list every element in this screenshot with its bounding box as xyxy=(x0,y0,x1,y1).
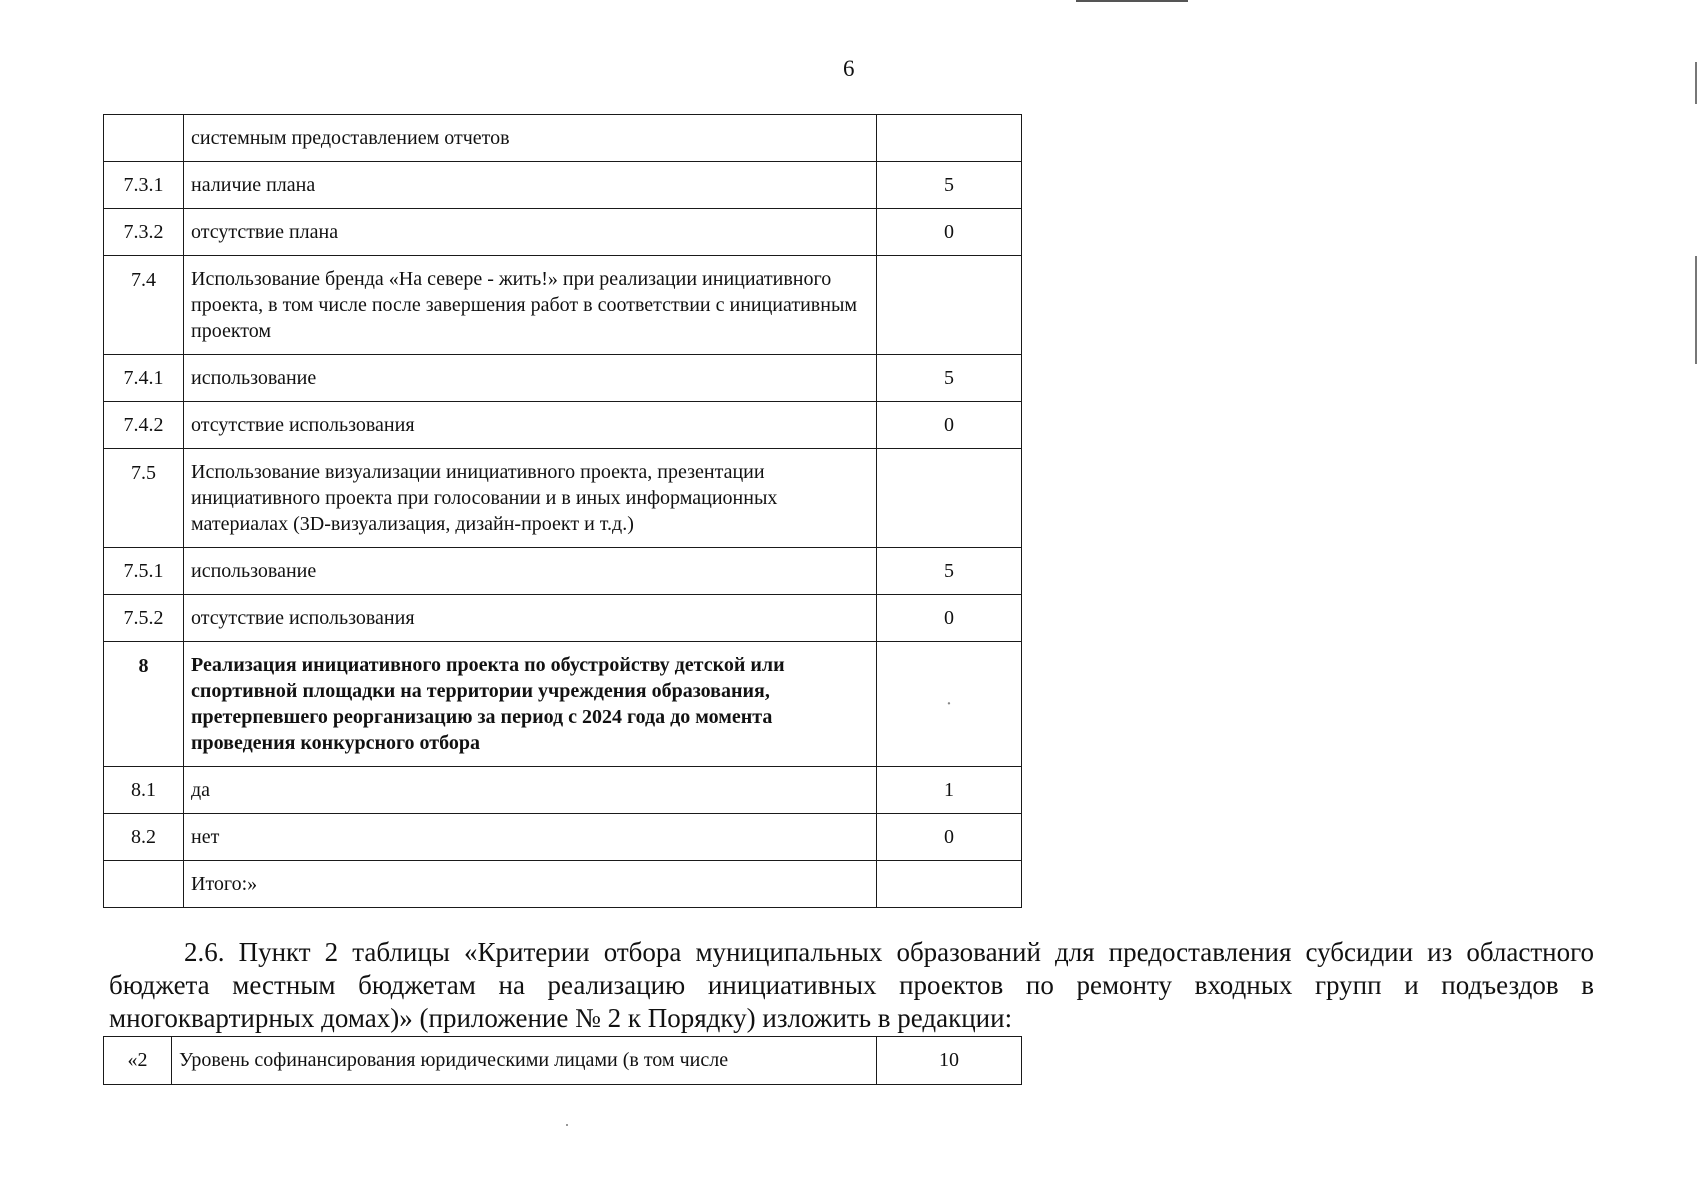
row-score: 0 xyxy=(877,209,1022,256)
row-text: Уровень софинансирования юридическими лицами (в том числе xyxy=(172,1037,877,1085)
row-number xyxy=(104,115,184,162)
table-row xyxy=(104,449,1022,548)
row-number: «2 xyxy=(104,1037,172,1085)
row-number: 7.5.1 xyxy=(104,548,184,595)
table-row xyxy=(104,595,1022,642)
row-text: Реализация инициативного проекта по обустройству детской или спортивной площадки на территории учреждения образования, претерпевшего реорганизацию за период с 2024 года до момента проведения конкурсного отбора xyxy=(184,642,877,767)
row-score: 0 xyxy=(877,402,1022,449)
table-row xyxy=(104,814,1022,861)
table-row xyxy=(104,767,1022,814)
row-number: 7.5.2 xyxy=(104,595,184,642)
row-text: да xyxy=(184,767,877,814)
row-number: 7.5 xyxy=(104,449,184,548)
scan-edge-mark xyxy=(1695,62,1697,104)
row-number xyxy=(104,861,184,908)
scan-speck xyxy=(566,1124,568,1126)
table-row xyxy=(104,1037,1022,1085)
row-score xyxy=(877,115,1022,162)
row-score: 0 xyxy=(877,814,1022,861)
criteria-table-2 xyxy=(103,1036,1022,1085)
row-number: 7.3.2 xyxy=(104,209,184,256)
table-row xyxy=(104,355,1022,402)
row-score: 1 xyxy=(877,767,1022,814)
row-text: системным предоставлением отчетов xyxy=(184,115,877,162)
criteria-table xyxy=(103,114,1022,908)
row-number: 8 xyxy=(104,642,184,767)
scan-edge-mark xyxy=(1695,256,1697,364)
row-score xyxy=(877,256,1022,355)
row-text: использование xyxy=(184,548,877,595)
row-text: нет xyxy=(184,814,877,861)
row-text: Итого:» xyxy=(184,861,877,908)
row-score: 10 xyxy=(877,1037,1022,1085)
row-score xyxy=(877,861,1022,908)
table-row xyxy=(104,256,1022,355)
row-number: 7.4.1 xyxy=(104,355,184,402)
row-number: 7.3.1 xyxy=(104,162,184,209)
row-text: использование xyxy=(184,355,877,402)
table-row xyxy=(104,115,1022,162)
row-text: отсутствие плана xyxy=(184,209,877,256)
top-rule xyxy=(1076,0,1188,2)
row-text: Использование бренда «На севере - жить!» при реализации инициативного проекта, в том числе после завершения работ в соответствии с инициативным проектом xyxy=(184,256,877,355)
row-score xyxy=(877,449,1022,548)
row-number: 7.4.2 xyxy=(104,402,184,449)
row-score: 5 xyxy=(877,548,1022,595)
row-score: 5 xyxy=(877,355,1022,402)
row-number: 8.2 xyxy=(104,814,184,861)
row-number: 8.1 xyxy=(104,767,184,814)
table-row xyxy=(104,402,1022,449)
row-score: 0 xyxy=(877,595,1022,642)
row-score: · xyxy=(877,642,1022,767)
row-text: отсутствие использования xyxy=(184,595,877,642)
table-row xyxy=(104,209,1022,256)
row-text: Использование визуализации инициативного проекта, презентации инициативного проекта при голосовании и в иных информационных материалах (3D-визуализация, дизайн-проект и т.д.) xyxy=(184,449,877,548)
table-row xyxy=(104,548,1022,595)
table-row xyxy=(104,162,1022,209)
row-text: отсутствие использования xyxy=(184,402,877,449)
amendment-paragraph: 2.6. Пункт 2 таблицы «Критерии отбора муниципальных образований для предоставления субсидии из областного бюджета местным бюджетам на реализацию инициативных проектов по ремонту входных групп и подъездов в многоквартирных домах)» (приложение № 2 к Порядку) изложить в редакции: xyxy=(109,937,1594,1033)
row-number: 7.4 xyxy=(104,256,184,355)
page-number: 6 xyxy=(843,56,855,81)
row-text: наличие плана xyxy=(184,162,877,209)
table-row xyxy=(104,861,1022,908)
table-row xyxy=(104,642,1022,767)
row-score: 5 xyxy=(877,162,1022,209)
